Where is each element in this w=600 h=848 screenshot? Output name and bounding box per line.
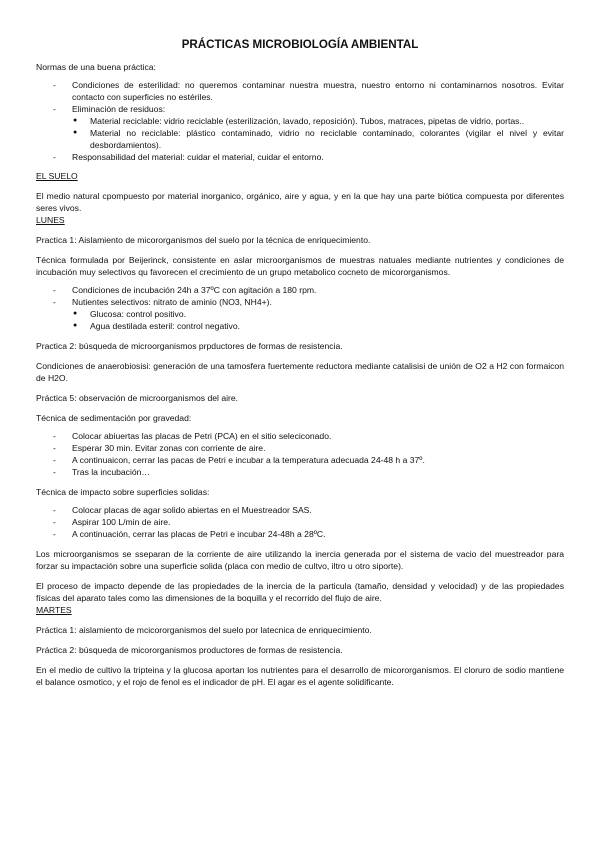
list-item: - A continuación, cerrar las placas de Petri e incubar 24-48h a 28ºC.: [36, 528, 564, 540]
paragraph: Práctica 5: observación de microorganismos del aire.: [36, 393, 239, 403]
normas-list: [36, 79, 564, 163]
paragraph: Técnica formulada por Beijerinck, consistente en aslar microorganismos de muestras natuales mediante nutrientes y condiciones de incubación muy selectivos qu favorecen el crecimiento de un grupo metabolico cocneto de micororganismos.: [36, 255, 564, 277]
list-item: - Esperar 30 min. Evitar zonas con corriente de aire.: [36, 442, 564, 454]
paragraph: El medio natural cpompuesto por material inorganico, orgánico, aire y agua, y en la que hay una parte biótica compuesta por diferentes seres vivos.: [36, 191, 564, 213]
list-item-label: Nutientes selectivos: nitrato de aminio (NO3, NH4+).: [72, 297, 272, 307]
list-item: - Responsabilidad del material: cuidar el material, cuidar el entorno.: [36, 151, 564, 163]
paragraph: Técnica de sedimentación por gravedad:: [36, 413, 192, 423]
list-item: - A continuaicon, cerrar las pacas de Petri e incubar a la temperatura adecuada 24-48 h a 37º.: [36, 454, 564, 466]
list-item: - Colocar abiuertas las placas de Petri (PCA) en el sitio seleciconado.: [36, 430, 564, 442]
section-heading-suelo: EL SUELO: [36, 171, 78, 181]
paragraph: El proceso de impacto depende de las propiedades de la inercia de la particula (tamaño, densidad y velocidad) y de las propiedades físicas del aparato tales como las dimensiones de la boquilla y el recorrido del flujo de aire.: [36, 581, 564, 603]
residuos-list: [72, 115, 564, 151]
list-item: [36, 103, 564, 151]
list-item: - Tras la incubación…: [36, 466, 564, 478]
list-item: - Condiciones de incubación 24h a 37ºC con agitación a 180 rpm.: [36, 284, 564, 296]
paragraph: Practica 1: Aislamiento de micororganismos del suelo por la técnica de enriquecimiento.: [36, 235, 371, 245]
impacto-list: [36, 504, 564, 540]
list-item: ● Material no reciclable: plástico contaminado, vidrio no reciclable contaminado, colorantes (vigilar el nivel y evitar desbordamientos).: [72, 127, 564, 151]
paragraph: Condiciones de anaerobiosisi: generación de una tamosfera fuertemente reductora mediante catalisisi de unión de O2 a H2 con formaicon de H2O.: [36, 361, 564, 383]
list-item: [36, 296, 564, 332]
paragraph: En el medio de cultivo la tripteina y la glucosa aportan los nutrientes para el desarrollo de micororganismos. El cloruro de sodio mantiene el balance osmotico, y el rojo de fenol es el indicador de pH. El agar es el agente solidificante.: [36, 665, 564, 687]
paragraph: Practica 2: búsqueda de microorganismos prpductores de formas de resistencia.: [36, 341, 343, 351]
condiciones-list: [36, 284, 564, 332]
list-item-label: Eliminación de residuos:: [72, 104, 166, 114]
normas-heading: Normas de una buena práctica:: [36, 62, 156, 72]
sedimentacion-list: [36, 430, 564, 478]
nutrientes-list: [72, 308, 564, 332]
document-title: PRÁCTICAS MICROBIOLOGÍA AMBIENTAL: [181, 38, 419, 51]
list-item: - Condiciones de esterilidad: no queremos contaminar nuestra muestra, nuestro entorno ni contaminarnos nosotros. Evitar contacto con superficies no estériles.: [36, 79, 564, 103]
paragraph: Técnica de impacto sobre superficies solidas:: [36, 487, 210, 497]
list-item: ● Material reciclable: vidrio reciclable (esterilización, lavado, reposición). Tubos, matraces, pipetas de vidrio, portas..: [72, 115, 564, 127]
list-item: ● Agua destilada esteril: control negativo.: [72, 320, 564, 332]
section-heading-martes: MARTES: [36, 605, 72, 615]
section-heading-lunes: LUNES: [36, 215, 65, 225]
list-item: - Colocar placas de agar solido abiertas en el Muestreador SAS.: [36, 504, 564, 516]
list-item: ● Glucosa: control positivo.: [72, 308, 564, 320]
paragraph: Práctica 2: búsqueda de micororganismos productores de formas de resistencia.: [36, 645, 343, 655]
paragraph: Práctica 1: aislamiento de mcicororganismos del suelo por latecnica de enriquecimiento.: [36, 625, 372, 635]
paragraph: Los microorganismos se sseparan de la corriente de aire utilizando la inercia generada por el sistema de vacio del muestreador para forzar su impactación sobre una superficie solida (placa con medio de cultvo, iltro u otro siporte).: [36, 549, 564, 571]
list-item: - Aspirar 100 L/min de aire.: [36, 516, 564, 528]
